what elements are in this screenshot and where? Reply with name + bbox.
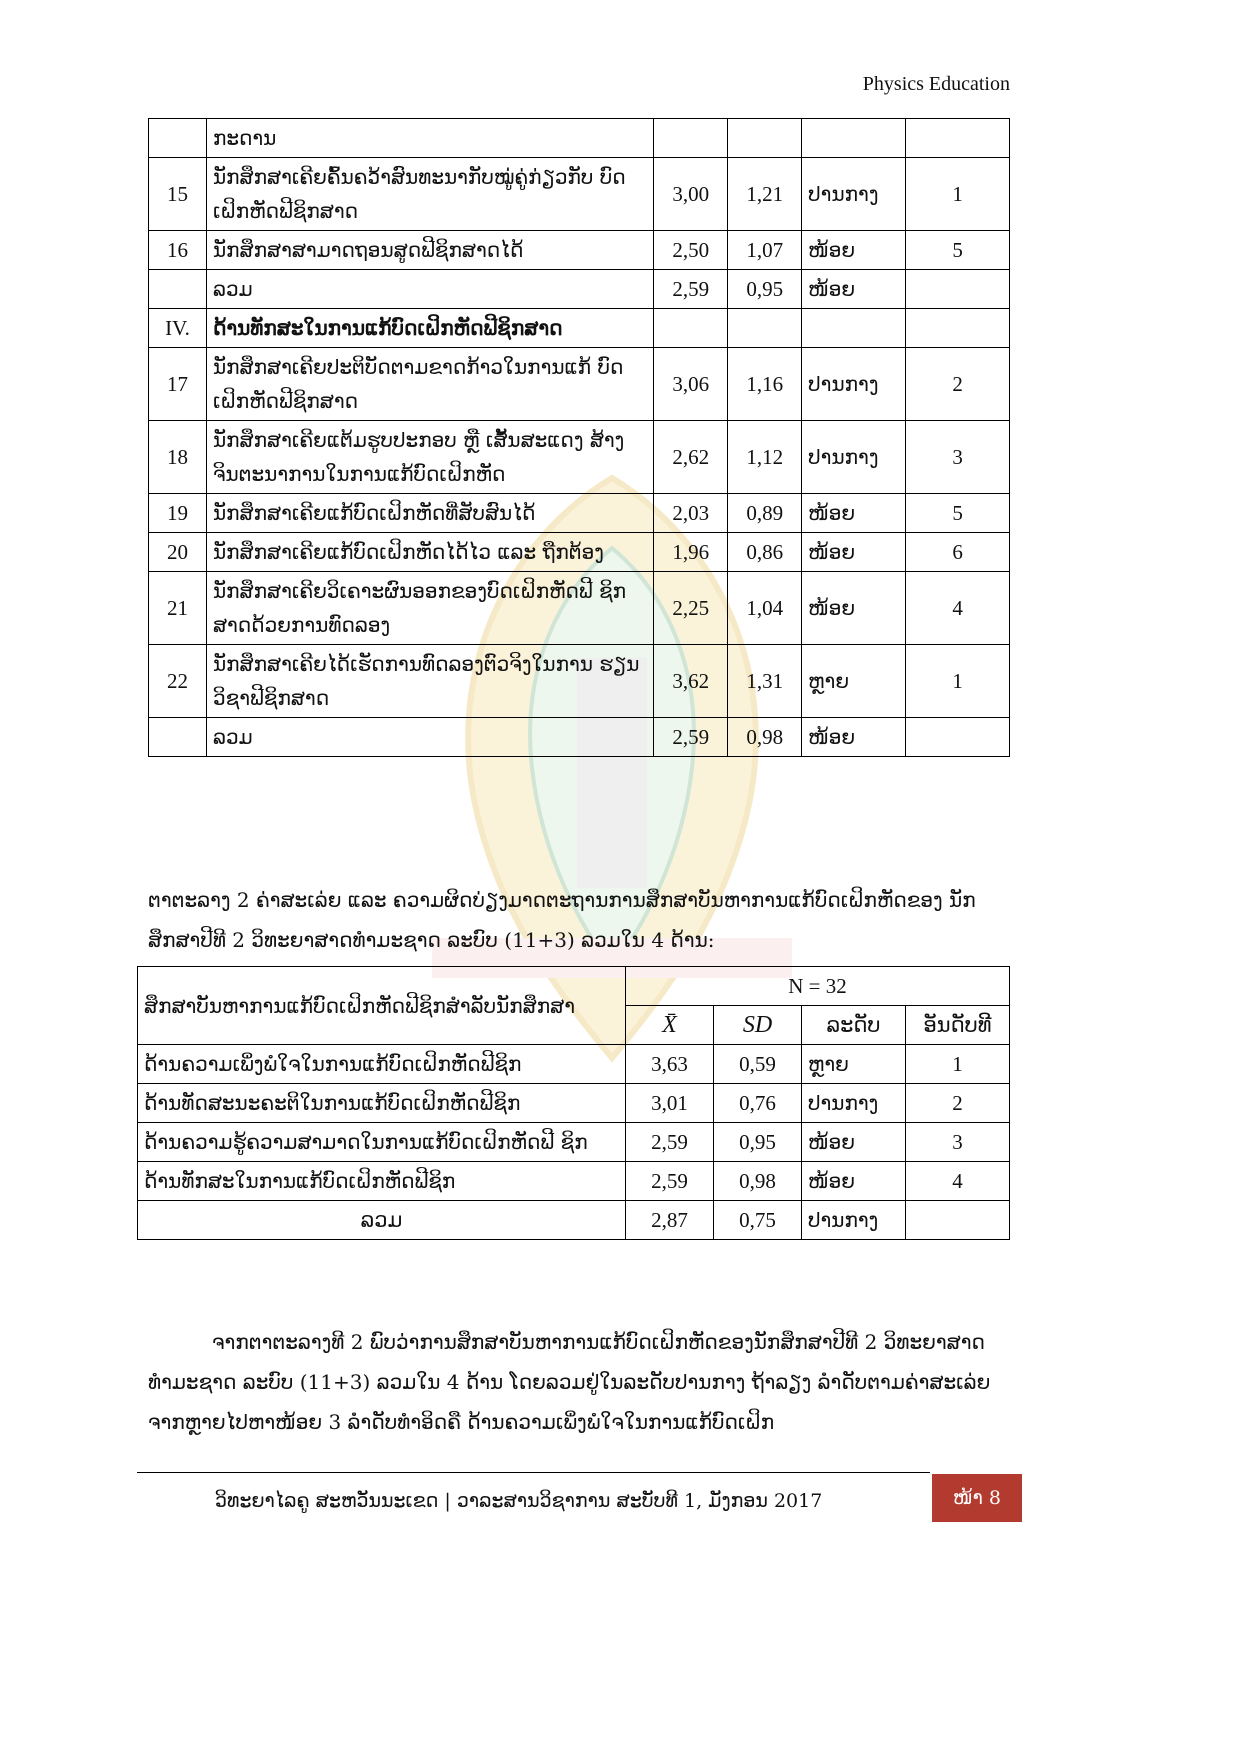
cell-level: ໜ້ອຍ	[802, 231, 906, 270]
cell-text: ກະດານ	[206, 119, 653, 158]
cell-no: 15	[149, 158, 207, 231]
cell-rank: 5	[906, 494, 1010, 533]
survey-table-part	[148, 118, 1010, 757]
cell-no: IV.	[149, 309, 207, 348]
cell-text: ດ້ານທັກສະໃນການແກ້ບົດເຝິກຫັດຟີຊິກ	[138, 1162, 626, 1201]
cell-rank: 1	[906, 645, 1010, 718]
cell-mean: 3,00	[654, 158, 728, 231]
cell-mean: 2,59	[654, 718, 728, 757]
cell-sd: 1,12	[728, 421, 802, 494]
cell-text: ນັກສຶກສາເຄີຍໄດ້ເຮັດການທົດລອງຕົວຈິງໃນການ ຮຽນວິຊາຟີຊິກສາດ	[206, 645, 653, 718]
cell-text: ດ້ານທັກສະໃນການແກ້ບົດເຝິກຫັດຟີຊິກສາດ	[206, 309, 653, 348]
cell-no: 21	[149, 572, 207, 645]
body-paragraph: ຈາກຕາຕະລາງທີ 2 ພົບວ່າການສຶກສາບັນຫາການແກ້ບົດເຝິກຫັດຂອງນັກສຶກສາປີທີ 2 ວິທະຍາສາດທຳມະຊາດ ລະບົບ (11+3) ລວມໃນ 4 ດ້ານ ໂດຍລວມຢູ່ໃນລະດັບປານກາງ ຖ້າລຽງ ລຳດັບຕາມຄ່າສະເລ່ຍຈາກຫຼາຍໄປຫາໜ້ອຍ 3 ລຳດັບທຳອິດຄື ດ້ານຄວາມເພິ່ງພໍໃຈໃນການແກ້ບົດເຝິກ	[148, 1330, 991, 1434]
cell-no	[149, 119, 207, 158]
summary-table	[137, 966, 1010, 1240]
cell-no: 22	[149, 645, 207, 718]
cell-rank	[906, 309, 1010, 348]
table-row	[138, 1123, 1010, 1162]
cell-level: ໜ້ອຍ	[802, 270, 906, 309]
cell-rank: 2	[906, 1084, 1010, 1123]
cell-text: ລວມ	[206, 270, 653, 309]
level-header: ລະດັບ	[802, 1006, 906, 1045]
cell-level: ປານກາງ	[802, 421, 906, 494]
cell-sd: 0,95	[728, 270, 802, 309]
table-row	[149, 421, 1010, 494]
cell-mean: 1,96	[654, 533, 728, 572]
cell-mean: 3,01	[626, 1084, 714, 1123]
cell-mean: 3,62	[654, 645, 728, 718]
cell-sd: 1,31	[728, 645, 802, 718]
cell-rank: 1	[906, 158, 1010, 231]
journal-header: Physics Education	[862, 73, 1010, 95]
cell-sd: 1,04	[728, 572, 802, 645]
cell-rank: 2	[906, 348, 1010, 421]
cell-no: 20	[149, 533, 207, 572]
cell-mean	[654, 119, 728, 158]
cell-mean: 2,62	[654, 421, 728, 494]
table-row	[149, 231, 1010, 270]
sd-header: SD	[714, 1006, 802, 1045]
cell-text: ດ້ານຄວາມຮູ້ຄວາມສາມາດໃນການແກ້ບົດເຝິກຫັດຟີ ຊິກ	[138, 1123, 626, 1162]
cell-level: ຫຼາຍ	[802, 1045, 906, 1084]
cell-text: ນັກສຶກສາເຄີຍແຕ້ມຮູບປະກອບ ຫຼື ເສັ້ນສະແດງ ສ້າງຈິນຕະນາການໃນການແກ້ບົດເຝິກຫັດ	[206, 421, 653, 494]
cell-level: ຫຼາຍ	[802, 645, 906, 718]
table-row	[149, 572, 1010, 645]
cell-level: ປານກາງ	[802, 348, 906, 421]
sample-size-header: N = 32	[626, 967, 1010, 1006]
mean-header: X̄	[626, 1006, 714, 1045]
cell-rank: 5	[906, 231, 1010, 270]
cell-level: ໜ້ອຍ	[802, 533, 906, 572]
cell-text: ນັກສຶກສາເຄີຍປະຕິບັດຕາມຂາດກ້າວໃນການແກ້ ບົດເຝິກຫັດຟີຊິກສາດ	[206, 348, 653, 421]
page-number-badge: ໜ້າ 8	[932, 1474, 1022, 1522]
cell-rank	[906, 270, 1010, 309]
cell-level: ໜ້ອຍ	[802, 718, 906, 757]
cell-text: ນັກສຶກສາເຄີຍແກ້ບົດເຝິກຫັດທີ່ສັບສົນໄດ້	[206, 494, 653, 533]
table-row	[149, 119, 1010, 158]
cell-level: ໜ້ອຍ	[802, 1162, 906, 1201]
table-row	[149, 533, 1010, 572]
footer-divider	[137, 1472, 930, 1473]
cell-text: ນັກສຶກສາເຄີຍວິເຄາະຜົນອອກຂອງບົດເຝິກຫັດຟີ ຊິກສາດດ້ວຍການທົດລອງ	[206, 572, 653, 645]
cell-sd	[728, 309, 802, 348]
cell-mean: 2,59	[654, 270, 728, 309]
table-row	[149, 645, 1010, 718]
table2-caption: ຕາຕະລາງ 2 ຄ່າສະເລ່ຍ ແລະ ຄວາມຜິດບ່ຽງມາດຕະຖານການສຶກສາບັນຫາການແກ້ບົດເຝິກຫັດຂອງ ນັກສຶກສາປີທີ 2 ວິທະຍາສາດທຳມະຊາດ ລະບົບ (11+3) ລວມໃນ 4 ດ້ານ:	[148, 888, 976, 952]
table-row	[138, 1045, 1010, 1084]
cell-no	[149, 718, 207, 757]
cell-level: ໜ້ອຍ	[802, 572, 906, 645]
cell-sd: 0,59	[714, 1045, 802, 1084]
cell-sd: 0,95	[714, 1123, 802, 1162]
cell-mean: 2,50	[654, 231, 728, 270]
table-row	[149, 718, 1010, 757]
cell-mean: 3,06	[654, 348, 728, 421]
cell-sd: 1,16	[728, 348, 802, 421]
table-row	[149, 309, 1010, 348]
cell-sd	[728, 119, 802, 158]
table-row-total: ລວມ 2,87 0,75 ປານກາງ	[138, 1201, 1010, 1240]
cell-no: 19	[149, 494, 207, 533]
cell-mean: 3,63	[626, 1045, 714, 1084]
cell-level	[802, 119, 906, 158]
cell-level: ປານກາງ	[802, 1084, 906, 1123]
cell-sd: 0,89	[728, 494, 802, 533]
table-row	[149, 270, 1010, 309]
cell-sd: 1,21	[728, 158, 802, 231]
cell-text: ນັກສຶກສາເຄີຍຄົ້ນຄວ້າສົນທະນາກັບໝູ່ຄູ່ກ່ຽວກັບ ບົດເຝິກຫັດຟີຊິກສາດ	[206, 158, 653, 231]
table-row	[149, 158, 1010, 231]
cell-mean: 2,59	[626, 1162, 714, 1201]
cell-rank: 3	[906, 421, 1010, 494]
table-row	[138, 1084, 1010, 1123]
topic-header: ສຶກສາບັນຫາການແກ້ບົດເຝິກຫັດຟີຊິກສຳລັບນັກສຶກສາ	[138, 967, 626, 1045]
cell-level	[802, 309, 906, 348]
cell-sd: 0,86	[728, 533, 802, 572]
cell-rank: 4	[906, 572, 1010, 645]
cell-text: ດ້ານທັດສະນະຄະຕິໃນການແກ້ບົດເຝິກຫັດຟີຊິກ	[138, 1084, 626, 1123]
cell-text: ນັກສຶກສາເຄີຍແກ້ບົດເຝິກຫັດໄດ້ໄວ ແລະ ຖືກຕ້ອງ	[206, 533, 653, 572]
cell-mean: 2,59	[626, 1123, 714, 1162]
cell-sd: 0,98	[728, 718, 802, 757]
cell-no: 17	[149, 348, 207, 421]
cell-mean: 2,03	[654, 494, 728, 533]
cell-text: ນັກສຶກສາສາມາດຖອນສູດຟີຊິກສາດໄດ້	[206, 231, 653, 270]
cell-text: ລວມ	[206, 718, 653, 757]
cell-rank	[906, 718, 1010, 757]
cell-no: 18	[149, 421, 207, 494]
table-row	[149, 348, 1010, 421]
cell-rank: 3	[906, 1123, 1010, 1162]
cell-sd: 0,98	[714, 1162, 802, 1201]
cell-sd: 1,07	[728, 231, 802, 270]
cell-level: ໜ້ອຍ	[802, 494, 906, 533]
cell-level: ປານກາງ	[802, 158, 906, 231]
cell-mean: 2,25	[654, 572, 728, 645]
footer-journal: ວິທະຍາໄລຄູ ສະຫວັນນະເຂດ | ວາລະສານວິຊາການ ສະບັບທີ 1, ມັງກອນ 2017	[215, 1490, 823, 1512]
cell-text: ດ້ານຄວາມເພິ່ງພໍໃຈໃນການແກ້ບົດເຝິກຫັດຟີຊິກ	[138, 1045, 626, 1084]
cell-rank: 6	[906, 533, 1010, 572]
cell-rank	[906, 119, 1010, 158]
rank-header: ອັນດັບທີ	[906, 1006, 1010, 1045]
table-row	[149, 494, 1010, 533]
cell-rank: 1	[906, 1045, 1010, 1084]
cell-no: 16	[149, 231, 207, 270]
cell-level: ໜ້ອຍ	[802, 1123, 906, 1162]
cell-rank: 4	[906, 1162, 1010, 1201]
cell-sd: 0,76	[714, 1084, 802, 1123]
cell-no	[149, 270, 207, 309]
table-row	[138, 1162, 1010, 1201]
cell-mean	[654, 309, 728, 348]
